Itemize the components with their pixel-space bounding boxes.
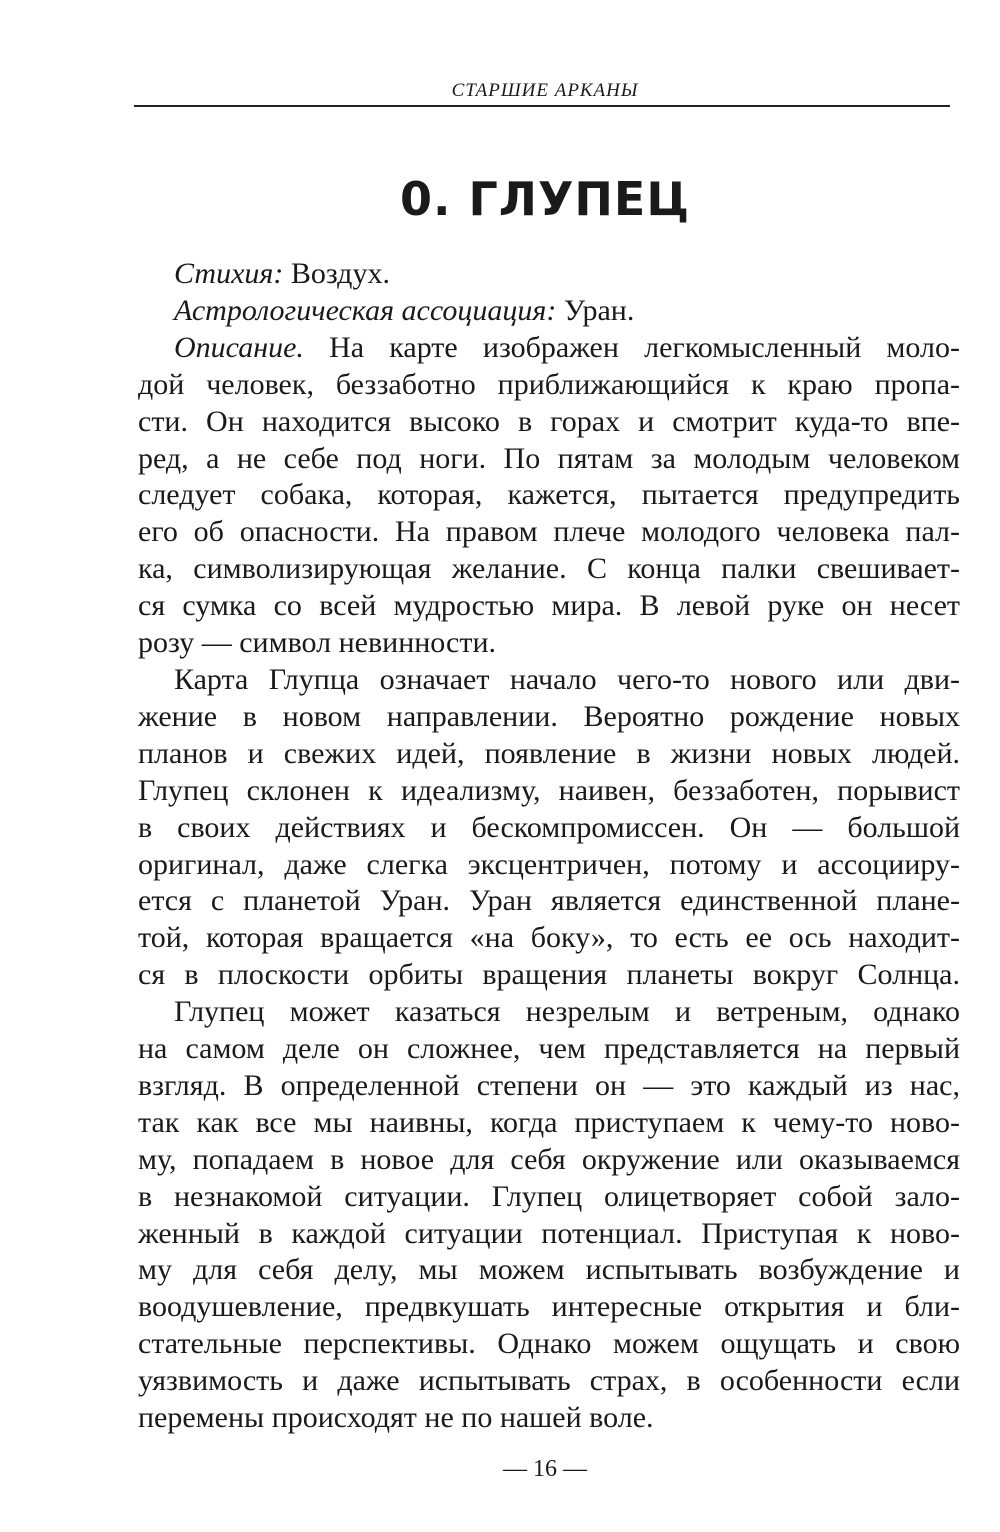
- paragraph-line: в своих действиях и бескомпромиссен. Он — большой: [138, 810, 960, 844]
- paragraph-line: ка, символизирующая желание. С конца палки свешивает-: [138, 552, 960, 586]
- running-header: СТАРШИЕ АРКАНЫ: [451, 80, 639, 101]
- paragraph-line: Карта Глупца означает начало чего-то нового или дви-: [174, 662, 960, 696]
- paragraph-line: ется с планетой Уран. Уран является единственной плане-: [138, 884, 960, 918]
- paragraph-line: воодушевление, предвкушать интересные открытия и бли-: [138, 1290, 960, 1324]
- element-label: Стихия:: [174, 257, 284, 290]
- chapter-title: 0. ГЛУПЕЦ: [399, 172, 691, 226]
- paragraph-line: планов и свежих идей, появление в жизни новых людей.: [138, 736, 960, 770]
- paragraph-line: му для себя делу, мы можем испытывать возбуждение и: [138, 1253, 960, 1287]
- paragraph-line: ся сумка со всей мудростью мира. В левой руке он несет: [138, 589, 960, 623]
- paragraph-line: той, которая вращается «на боку», то есть ее ось находит-: [138, 921, 960, 955]
- astro-line: [138, 293, 960, 330]
- paragraph-line: стательные перспективы. Однако можем ощущать и свою: [138, 1327, 960, 1361]
- paragraph-line: ся в плоскости орбиты вращения планеты вокруг Солнца.: [138, 958, 960, 992]
- description-first-line-rest: На карте изображен легкомысленный моло-: [303, 330, 960, 364]
- body-text: [138, 256, 960, 1437]
- paragraph-line: в незнакомой ситуации. Глупец олицетворяет собой зало-: [138, 1179, 960, 1213]
- paragraph-line: так как все мы наивны, когда приступаем к чему-то ново-: [138, 1105, 960, 1139]
- paragraph-line: оригинал, даже слегка эксцентричен, потому и ассоцииру-: [138, 847, 960, 881]
- page-number: — 16 —: [503, 1456, 587, 1482]
- paragraph-line: Глупец склонен к идеализму, наивен, беззаботен, порывист: [138, 773, 960, 807]
- paragraph-line: ред, а не себе под ноги. По пятам за молодым человеком: [138, 441, 960, 475]
- paragraph-line: жение в новом направлении. Вероятно рождение новых: [138, 699, 960, 733]
- astro-value: Уран.: [556, 293, 635, 327]
- description-first-line: [138, 330, 960, 367]
- paragraph-line: следует собака, которая, кажется, пытается предупредить: [138, 478, 960, 512]
- paragraph-line: женный в каждой ситуации потенциал. Приступая к ново-: [138, 1216, 960, 1250]
- astro-label: Астрологическая ассоциация:: [174, 293, 557, 327]
- paragraph-line: взгляд. В определенной степени он — это каждый из нас,: [138, 1068, 960, 1102]
- paragraph-line: му, попадаем в новое для себя окружение или оказываемся: [138, 1142, 960, 1176]
- paragraph-line: сти. Он находится высоко в горах и смотрит куда-то впе-: [138, 404, 960, 438]
- paragraph-last-line: перемены происходят не по нашей воле.: [138, 1401, 654, 1435]
- element-value: Воздух.: [283, 257, 390, 290]
- paragraph-line: дой человек, беззаботно приближающийся к краю пропа-: [138, 367, 960, 401]
- paragraph-line: уязвимость и даже испытывать страх, в особенности если: [138, 1364, 960, 1398]
- element-line: [138, 256, 960, 293]
- header-rule: [134, 105, 950, 107]
- paragraph-line: Глупец может казаться незрелым и ветреным, однако: [174, 995, 960, 1029]
- paragraph-line: его об опасности. На правом плече молодого человека пал-: [138, 515, 960, 549]
- description-label: Описание.: [174, 330, 304, 364]
- paragraph-line: на самом деле он сложнее, чем представляется на первый: [138, 1032, 960, 1066]
- paragraph-last-line: розу — символ невинности.: [138, 626, 497, 660]
